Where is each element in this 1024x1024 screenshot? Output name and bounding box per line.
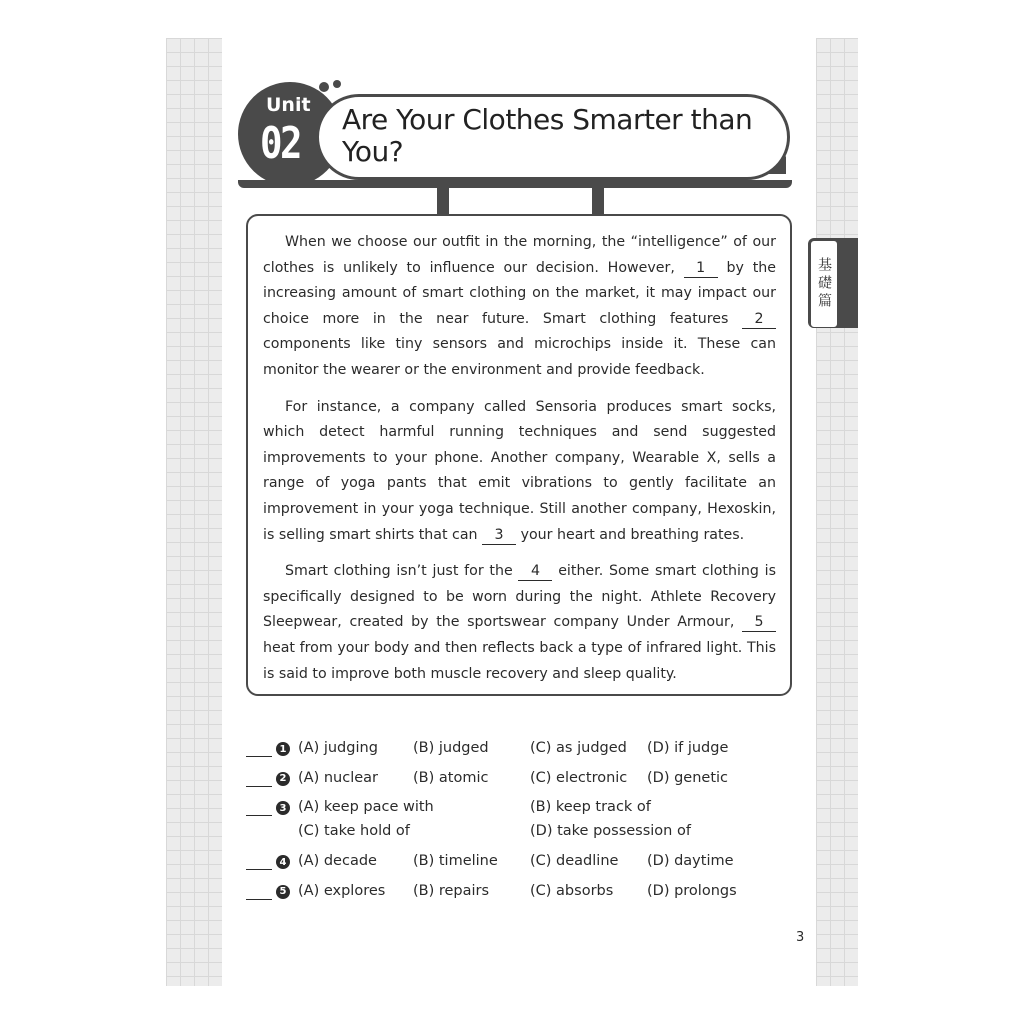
decor-dot bbox=[333, 80, 341, 88]
paragraph-3 bbox=[263, 559, 776, 687]
option-b: (B) repairs bbox=[413, 882, 490, 899]
title-shadow bbox=[238, 180, 792, 188]
question-number: 1 bbox=[276, 742, 290, 756]
text-segment: components like tiny sensors and microchips inside it. These can monitor the wearer or the environment and provide feedback. bbox=[263, 336, 776, 378]
blank-5: 5 bbox=[742, 613, 776, 632]
question-number: 2 bbox=[276, 772, 290, 786]
text-segment: Smart clothing isn’t just for the bbox=[285, 563, 519, 580]
option-c: (C) absorbs bbox=[530, 882, 614, 899]
option-c: (C) as judged bbox=[530, 740, 627, 756]
text-segment: heat from your body and then reflects back a type of infrared light. This is said to improve both muscle recovery and sleep quality. bbox=[263, 639, 776, 682]
question-5 bbox=[246, 881, 806, 911]
answer-blank[interactable] bbox=[246, 869, 272, 870]
option-d: (D) genetic bbox=[647, 769, 729, 786]
option-a: (A) explores bbox=[298, 882, 386, 899]
text-segment: by the increasing amount of smart clothing on the market, it may impact our choice more in the near future. Smart clothing features bbox=[263, 259, 776, 327]
option-b: (B) atomic bbox=[413, 769, 489, 786]
option-a: (A) judging bbox=[298, 740, 378, 756]
unit-number: 02 bbox=[260, 118, 300, 169]
question-list bbox=[246, 738, 806, 910]
option-c: (C) deadline bbox=[530, 853, 619, 869]
blank-1: 1 bbox=[684, 259, 718, 278]
option-d: (D) prolongs bbox=[647, 882, 737, 899]
decor-dot bbox=[319, 82, 329, 92]
blank-3: 3 bbox=[482, 526, 516, 545]
option-d: (D) if judge bbox=[647, 740, 729, 756]
option-a: (A) decade bbox=[298, 853, 377, 869]
text-segment: When we choose our outfit in the morning, the “intelligence” of our clothes is unlikely to influence our decision. However, bbox=[263, 234, 776, 276]
reading-passage bbox=[246, 214, 792, 696]
text-segment: your heart and breathing rates. bbox=[516, 526, 745, 543]
option-c: (C) electronic bbox=[530, 769, 628, 786]
text-segment: For instance, a company called Sensoria produces smart socks, which detect harmful running techniques and send suggested improvements to your phone. Another company, Wearable X, sells a range of yoga pants that emit vibrations to gently facilitate an improvement in your yoga technique. Still another company, Hexoskin, is selling smart shirts that can bbox=[263, 398, 776, 543]
blank-4: 4 bbox=[518, 562, 552, 581]
option-d: (D) daytime bbox=[647, 853, 734, 869]
question-number: 3 bbox=[276, 801, 290, 815]
grid-margin-right bbox=[816, 38, 858, 986]
section-tab-label: 基礎篇 bbox=[810, 240, 838, 328]
paragraph-1 bbox=[263, 230, 776, 384]
option-a: (A) nuclear bbox=[298, 769, 378, 786]
question-number: 5 bbox=[276, 885, 290, 899]
paragraph-2 bbox=[263, 395, 776, 549]
answer-blank[interactable] bbox=[246, 756, 272, 757]
question-number: 4 bbox=[276, 855, 290, 869]
blank-2: 2 bbox=[742, 310, 776, 329]
question-2 bbox=[246, 768, 806, 798]
option-b: (B) judged bbox=[413, 740, 489, 756]
option-b: (B) keep track of bbox=[530, 799, 651, 815]
answer-blank[interactable] bbox=[246, 815, 272, 816]
grid-margin-left bbox=[166, 38, 222, 986]
question-1 bbox=[246, 738, 806, 768]
answer-blank[interactable] bbox=[246, 786, 272, 787]
sign-post bbox=[437, 188, 449, 214]
unit-label: Unit bbox=[266, 94, 311, 116]
question-4 bbox=[246, 851, 806, 881]
question-3 bbox=[246, 797, 806, 851]
option-b: (B) timeline bbox=[413, 853, 498, 869]
option-d: (D) take possession of bbox=[530, 823, 691, 839]
page-title: Are Your Clothes Smarter than You? bbox=[342, 103, 753, 168]
option-a: (A) keep pace with bbox=[298, 799, 434, 815]
text-segment: either. Some smart clothing is specifically designed to be worn during the night. Athlete Recovery Sleepwear, created by the sportswear company Under Armour, bbox=[263, 563, 777, 631]
option-c: (C) take hold of bbox=[298, 823, 410, 839]
page-number: 3 bbox=[796, 930, 805, 945]
sign-post bbox=[592, 188, 604, 214]
answer-blank[interactable] bbox=[246, 899, 272, 900]
